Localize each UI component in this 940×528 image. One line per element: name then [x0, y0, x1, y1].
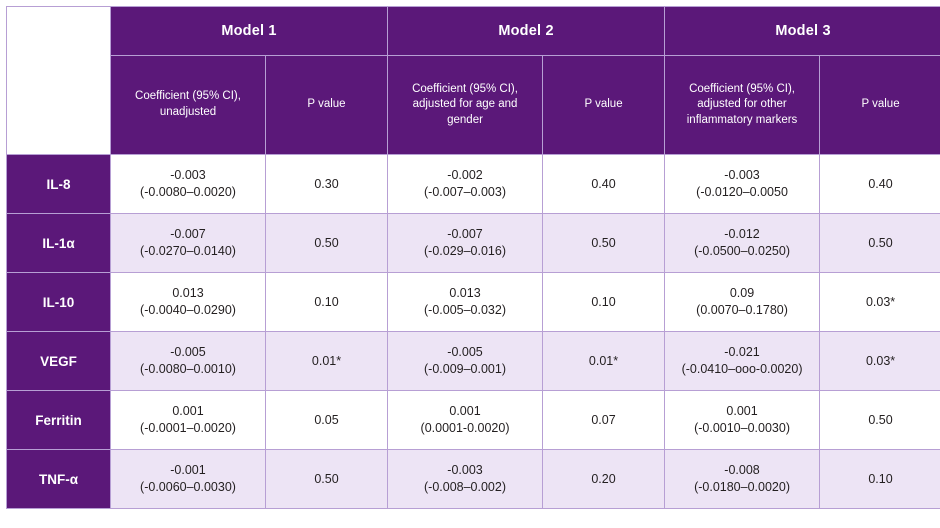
coefficient-value: -0.007	[170, 227, 206, 242]
p-value: 0.03*	[865, 353, 896, 368]
coefficient-value: 0.001	[172, 404, 204, 419]
cell-m1-p	[266, 214, 388, 273]
model-3-header: Model 3	[665, 7, 940, 56]
model-1-pvalue-header: P value	[266, 56, 388, 155]
p-value: 0.01*	[311, 353, 342, 368]
model-3-pvalue-header: P value	[820, 56, 940, 155]
table-header	[7, 7, 940, 155]
subheader-row	[7, 56, 940, 155]
cell-m1-p	[266, 332, 388, 391]
coefficient-value: 0.001	[449, 404, 481, 419]
cell-m1-p	[266, 273, 388, 332]
p-value: 0.20	[591, 471, 616, 486]
p-value: 0.50	[868, 412, 893, 427]
model-3-coefficient-header: Coefficient (95% CI), adjusted for other inflammatory markers	[665, 56, 820, 155]
confidence-interval: (-0.0001–0.0020)	[140, 421, 236, 435]
p-value: 0.10	[868, 471, 893, 486]
model-1-coefficient-header: Coefficient (95% CI), unadjusted	[111, 56, 266, 155]
confidence-interval: (-0.0040–0.0290)	[140, 303, 236, 317]
confidence-interval: (-0.008–0.002)	[424, 480, 507, 494]
cell-m3-coef	[665, 332, 820, 391]
confidence-interval: (-0.0500–0.0250)	[694, 244, 790, 258]
row-label-il10: IL-10	[7, 273, 111, 332]
cell-m1-p	[266, 391, 388, 450]
confidence-interval: (0.0070–0.1780)	[696, 303, 788, 317]
row-label-tnfa: TNF-α	[7, 450, 111, 509]
coefficient-value: -0.002	[447, 168, 483, 183]
confidence-interval: (-0.0270–0.0140)	[140, 244, 236, 258]
model-1-header: Model 1	[111, 7, 388, 56]
confidence-interval: (-0.0410–ooo-0.0020)	[681, 362, 803, 376]
p-value: 0.03*	[865, 294, 896, 309]
cell-m2-coef	[388, 273, 543, 332]
row-label-il8: IL-8	[7, 155, 111, 214]
p-value: 0.50	[591, 235, 616, 250]
regression-results-table	[6, 6, 940, 509]
cell-m2-coef	[388, 155, 543, 214]
cell-m3-coef	[665, 214, 820, 273]
coefficient-value: -0.012	[724, 227, 760, 242]
cell-m1-p	[266, 450, 388, 509]
cell-m3-coef	[665, 273, 820, 332]
table-row	[7, 273, 940, 332]
coefficient-value: 0.013	[172, 286, 204, 301]
table-row	[7, 155, 940, 214]
coefficient-value: -0.003	[447, 463, 483, 478]
p-value: 0.40	[868, 176, 893, 191]
cell-m2-p	[543, 391, 665, 450]
coefficient-value: -0.007	[447, 227, 483, 242]
row-label-il1a: IL-1α	[7, 214, 111, 273]
cell-m2-p	[543, 273, 665, 332]
cell-m1-coef	[111, 332, 266, 391]
table-row	[7, 450, 940, 509]
cell-m3-coef	[665, 155, 820, 214]
table-row	[7, 391, 940, 450]
cell-m2-p	[543, 214, 665, 273]
p-value: 0.05	[314, 412, 339, 427]
p-value: 0.50	[868, 235, 893, 250]
model-2-coefficient-header: Coefficient (95% CI), adjusted for age and gender	[388, 56, 543, 155]
confidence-interval: (-0.0010–0.0030)	[694, 421, 790, 435]
confidence-interval: (-0.0120–0.0050	[696, 185, 788, 199]
confidence-interval: (-0.009–0.001)	[424, 362, 507, 376]
cell-m1-coef	[111, 450, 266, 509]
cell-m2-p	[543, 332, 665, 391]
cell-m3-coef	[665, 391, 820, 450]
cell-m1-p	[266, 155, 388, 214]
cell-m3-p	[820, 214, 940, 273]
cell-m3-coef	[665, 450, 820, 509]
p-value: 0.07	[591, 412, 616, 427]
confidence-interval: (-0.005–0.032)	[424, 303, 507, 317]
cell-m1-coef	[111, 391, 266, 450]
p-value: 0.01*	[588, 353, 619, 368]
coefficient-value: -0.001	[170, 463, 206, 478]
cell-m2-coef	[388, 391, 543, 450]
confidence-interval: (-0.0080–0.0010)	[140, 362, 236, 376]
cell-m1-coef	[111, 155, 266, 214]
cell-m2-coef	[388, 450, 543, 509]
cell-m2-coef	[388, 332, 543, 391]
model-2-pvalue-header: P value	[543, 56, 665, 155]
coefficient-value: -0.005	[447, 345, 483, 360]
cell-m3-p	[820, 155, 940, 214]
p-value: 0.50	[314, 471, 339, 486]
coefficient-value: 0.001	[726, 404, 758, 419]
confidence-interval: (-0.0180–0.0020)	[694, 480, 790, 494]
cell-m2-p	[543, 155, 665, 214]
p-value: 0.10	[591, 294, 616, 309]
cell-m2-coef	[388, 214, 543, 273]
p-value: 0.40	[591, 176, 616, 191]
table-row	[7, 332, 940, 391]
confidence-interval: (-0.007–0.003)	[424, 185, 507, 199]
coefficient-value: 0.09	[729, 286, 755, 301]
model-header-row	[7, 7, 940, 56]
cell-m3-p	[820, 450, 940, 509]
cell-m3-p	[820, 391, 940, 450]
coefficient-value: -0.021	[724, 345, 760, 360]
confidence-interval: (0.0001-0.0020)	[420, 421, 510, 435]
row-label-vegf: VEGF	[7, 332, 111, 391]
coefficient-value: -0.003	[724, 168, 760, 183]
cell-m1-coef	[111, 214, 266, 273]
coefficient-value: -0.008	[724, 463, 760, 478]
table-row	[7, 214, 940, 273]
model-2-header: Model 2	[388, 7, 665, 56]
coefficient-value: -0.003	[170, 168, 206, 183]
coefficient-value: 0.013	[449, 286, 481, 301]
p-value: 0.10	[314, 294, 339, 309]
p-value: 0.50	[314, 235, 339, 250]
cell-m1-coef	[111, 273, 266, 332]
table-body	[7, 155, 940, 509]
cell-m3-p	[820, 273, 940, 332]
confidence-interval: (-0.0080–0.0020)	[140, 185, 236, 199]
coefficient-value: -0.005	[170, 345, 206, 360]
row-label-ferritin: Ferritin	[7, 391, 111, 450]
cell-m2-p	[543, 450, 665, 509]
corner-blank-cell	[7, 7, 111, 155]
confidence-interval: (-0.029–0.016)	[424, 244, 507, 258]
cell-m3-p	[820, 332, 940, 391]
confidence-interval: (-0.0060–0.0030)	[140, 480, 236, 494]
p-value: 0.30	[314, 176, 339, 191]
